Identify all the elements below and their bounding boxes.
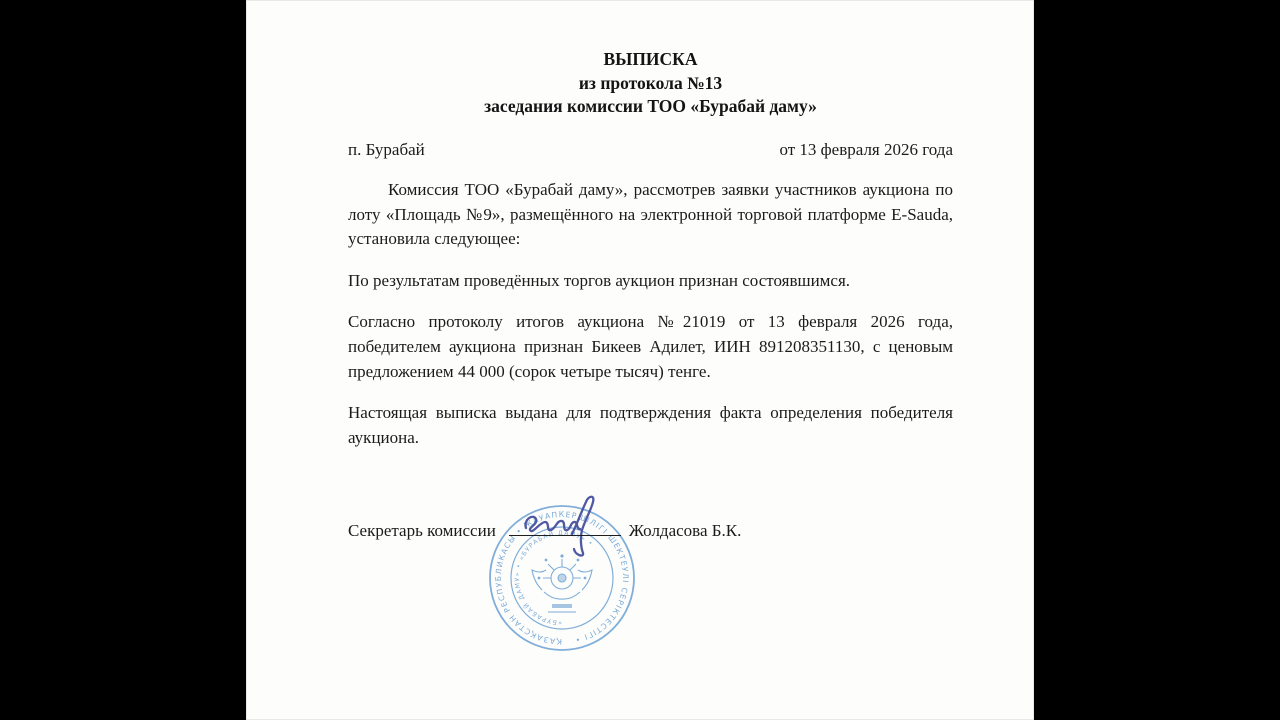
signature-role-label: Секретарь комиссии: [348, 521, 496, 540]
protocol-number-line: из протокола №13: [578, 72, 723, 93]
body-paragraph: Комиссия ТОО «Бурабай даму», рассмотрев заявки участников аукциона по лоту «Площадь №9», размещённого на электронной торговой платформе E-Sauda, установила следующее:: [348, 180, 953, 249]
document-title: ВЫПИСКА: [603, 49, 698, 69]
signature-line: [509, 519, 621, 536]
document-page: [246, 0, 1034, 720]
signature-name: Жолдасова Б.К.: [628, 521, 742, 540]
body-paragraph: Согласно протоколу итогов аукциона №21019 от 13 февраля 2026 года, победителем аукциона признан Бикеев Адилет, ИИН 891208351130, с ценовым предложением 44 000 (сорок четыре тысяч) тенге.: [348, 312, 953, 381]
commission-name-line: заседания комиссии ТОО «Бурабай даму»: [484, 96, 817, 116]
meta-row: [348, 140, 953, 160]
body-paragraph: Настоящая выписка выдана для подтверждения факта определения победителя аукциона.: [348, 403, 953, 447]
stamp-outer-ring-text: ҚАЗАҚСТАН РЕСПУБЛИКАСЫ • ЖАУАПКЕРШІЛІГІ ШЕКТЕУЛІ СЕРІКТЕСТІГІ •: [494, 509, 631, 647]
body-paragraph: По результатам проведённых торгов аукцион признан состоявшимся.: [348, 270, 851, 290]
document-place: п. Бурабай: [348, 140, 425, 159]
stamp-inner-ring-text: «БУРАБАЙ ДАМУ» • «БУРАБАЙ ДАМУ» •: [513, 529, 595, 627]
signature-row: [348, 519, 953, 541]
document-title-block: [348, 48, 953, 119]
document-date: от 13 февраля 2026 года: [779, 140, 953, 159]
document-body: [348, 178, 953, 467]
